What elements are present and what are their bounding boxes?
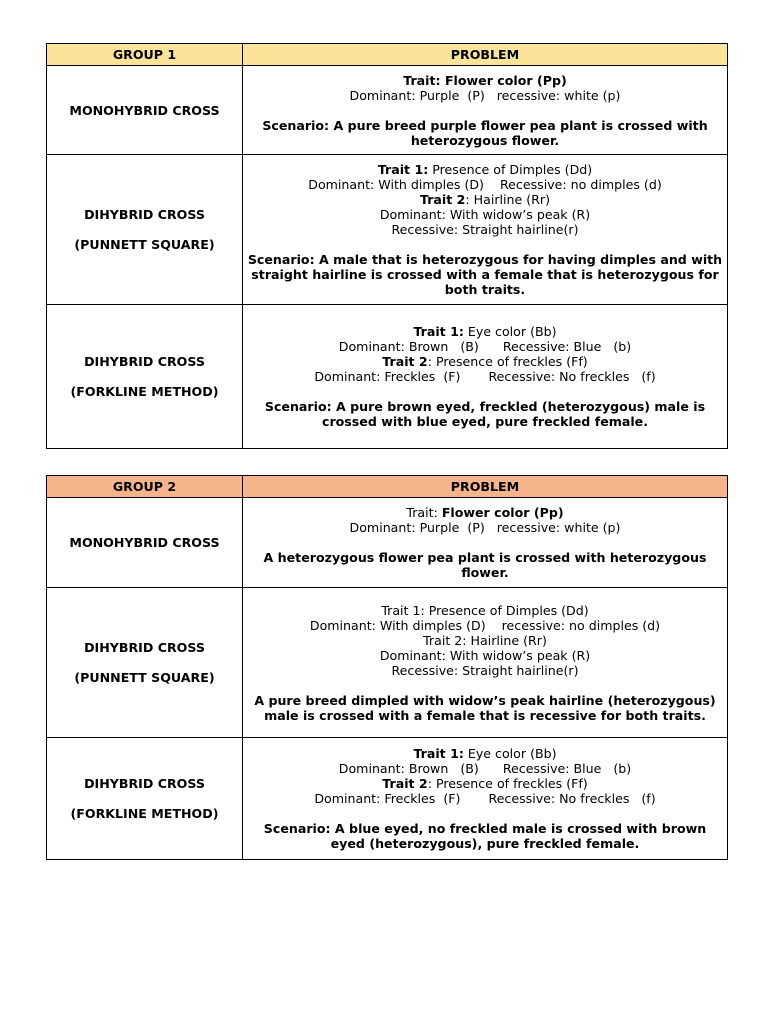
group1-header-group: GROUP 1 <box>47 44 243 66</box>
trait1-dominance-line: Dominant: With dimples (D) Recessive: no dimples (d) <box>308 177 662 192</box>
trait1-prefix: Trait 1: <box>377 162 429 177</box>
cross-type-label: DIHYBRID CROSS <box>84 776 205 791</box>
group2-header-row <box>47 476 728 498</box>
group2-header-problem: PROBLEM <box>243 476 728 498</box>
spacer <box>247 678 723 693</box>
trait2-value: : Presence of freckles (Ff) <box>427 354 588 369</box>
group1-monohybrid-problem <box>243 66 728 155</box>
trait1-line: Trait 1: Presence of Dimples (Dd) <box>381 602 589 618</box>
trait2-dominance-line: Dominant: Freckles (F) Recessive: No freckles (f) <box>314 791 656 806</box>
group2-punnett-problem <box>243 588 728 738</box>
group1-forkline-problem <box>243 305 728 449</box>
group2-forkline-label <box>47 738 243 860</box>
group2-monohybrid-row <box>47 498 728 588</box>
trait2-prefix: Trait 2 <box>382 354 428 369</box>
trait1-prefix: Trait 1: <box>413 746 464 761</box>
trait2-line <box>247 354 723 369</box>
scenario-text: Scenario: A blue eyed, no freckled male is crossed with brown eyed (heterozygous), pure freckled female. <box>263 821 707 851</box>
group1-punnett-label <box>47 155 243 305</box>
scenario-text: A pure breed dimpled with widow’s peak hairline (heterozygous) male is crossed with a female that is recessive for both traits. <box>254 692 716 723</box>
trait1-line <box>247 746 723 761</box>
trait2-prefix: Trait 2 <box>382 776 428 791</box>
trait2-recessive-line: Recessive: Straight hairline(r) <box>391 662 579 678</box>
scenario-text: Scenario: A male that is heterozygous for having dimples and with straight hairline is crossed with a female that is heterozygous for both traits. <box>247 252 723 297</box>
dominant-line: Dominant: Purple (P) recessive: white (p) <box>349 87 621 103</box>
trait-value: Flower color (Pp) <box>441 505 564 520</box>
group2-table <box>46 475 728 860</box>
trait1-dominance-line: Dominant: Brown (B) Recessive: Blue (b) <box>338 339 632 354</box>
method-label: (PUNNETT SQUARE) <box>74 670 215 685</box>
group1-monohybrid-label <box>47 66 243 155</box>
trait2-dominant-line: Dominant: With widow’s peak (R) <box>379 647 591 663</box>
trait-line <box>247 73 723 88</box>
spacer <box>247 237 723 252</box>
method-label: (FORKLINE METHOD) <box>70 384 219 399</box>
scenario-text: Scenario: A pure breed purple flower pea plant is crossed with heterozygous flower. <box>262 117 708 148</box>
dominant-line: Dominant: Purple (P) recessive: white (p) <box>349 520 621 535</box>
trait-prefix: Trait: <box>406 505 442 520</box>
trait2-dominance-line: Dominant: Freckles (F) Recessive: No freckles (f) <box>314 369 656 384</box>
trait1-prefix: Trait 1: <box>413 324 464 339</box>
scenario-text: A heterozygous flower pea plant is crossed with heterozygous flower. <box>263 550 707 580</box>
spacer <box>247 103 723 118</box>
group1-header-problem: PROBLEM <box>243 44 728 66</box>
trait2-line <box>247 192 723 207</box>
scenario-text: Scenario: A pure brown eyed, freckled (heterozygous) male is crossed with blue eyed, pure freckled female. <box>264 399 706 429</box>
trait-value: : Flower color (Pp) <box>435 72 567 88</box>
trait2-line <box>247 776 723 791</box>
trait2-dominant-line: Dominant: With widow’s peak (R) <box>379 207 591 222</box>
group1-forkline-row <box>47 305 728 449</box>
cross-type-label: DIHYBRID CROSS <box>84 354 205 369</box>
trait2-line: Trait 2: Hairline (Rr) <box>423 632 547 648</box>
trait1-dominance-line: Dominant: With dimples (D) recessive: no dimples (d) <box>309 617 661 633</box>
group2-header-group: GROUP 2 <box>47 476 243 498</box>
group2-forkline-row <box>47 738 728 860</box>
trait1-value: Eye color (Bb) <box>463 324 557 339</box>
spacer <box>247 384 723 399</box>
group2-forkline-problem <box>243 738 728 860</box>
spacer <box>247 535 723 550</box>
group1-forkline-label <box>47 305 243 449</box>
trait-line <box>247 505 723 520</box>
group1-monohybrid-row <box>47 66 728 155</box>
group1-header-row <box>47 44 728 66</box>
cross-type-label: DIHYBRID CROSS <box>84 207 205 222</box>
trait1-value: Eye color (Bb) <box>463 746 557 761</box>
group2-punnett-label <box>47 588 243 738</box>
trait2-value: : Presence of freckles (Ff) <box>427 776 588 791</box>
trait2-prefix: Trait 2 <box>419 192 466 207</box>
trait2-value: : Hairline (Rr) <box>465 192 550 207</box>
trait2-recessive-line: Recessive: Straight hairline(r) <box>391 222 579 237</box>
method-label: (PUNNETT SQUARE) <box>74 237 215 252</box>
group2-monohybrid-label <box>47 498 243 588</box>
cross-type-label: MONOHYBRID CROSS <box>69 102 220 118</box>
trait1-value: Presence of Dimples (Dd) <box>428 162 593 177</box>
trait1-line <box>247 162 723 177</box>
group1-punnett-row <box>47 155 728 305</box>
cross-type-label: DIHYBRID CROSS <box>84 640 205 655</box>
trait1-line <box>247 324 723 339</box>
trait-prefix: Trait <box>403 72 436 88</box>
group1-table <box>46 43 728 449</box>
method-label: (FORKLINE METHOD) <box>70 806 219 821</box>
group2-punnett-row <box>47 588 728 738</box>
trait1-dominance-line: Dominant: Brown (B) Recessive: Blue (b) <box>338 761 632 776</box>
cross-type-label: MONOHYBRID CROSS <box>69 535 220 550</box>
spacer <box>247 806 723 821</box>
group1-punnett-problem <box>243 155 728 305</box>
group2-monohybrid-problem <box>243 498 728 588</box>
